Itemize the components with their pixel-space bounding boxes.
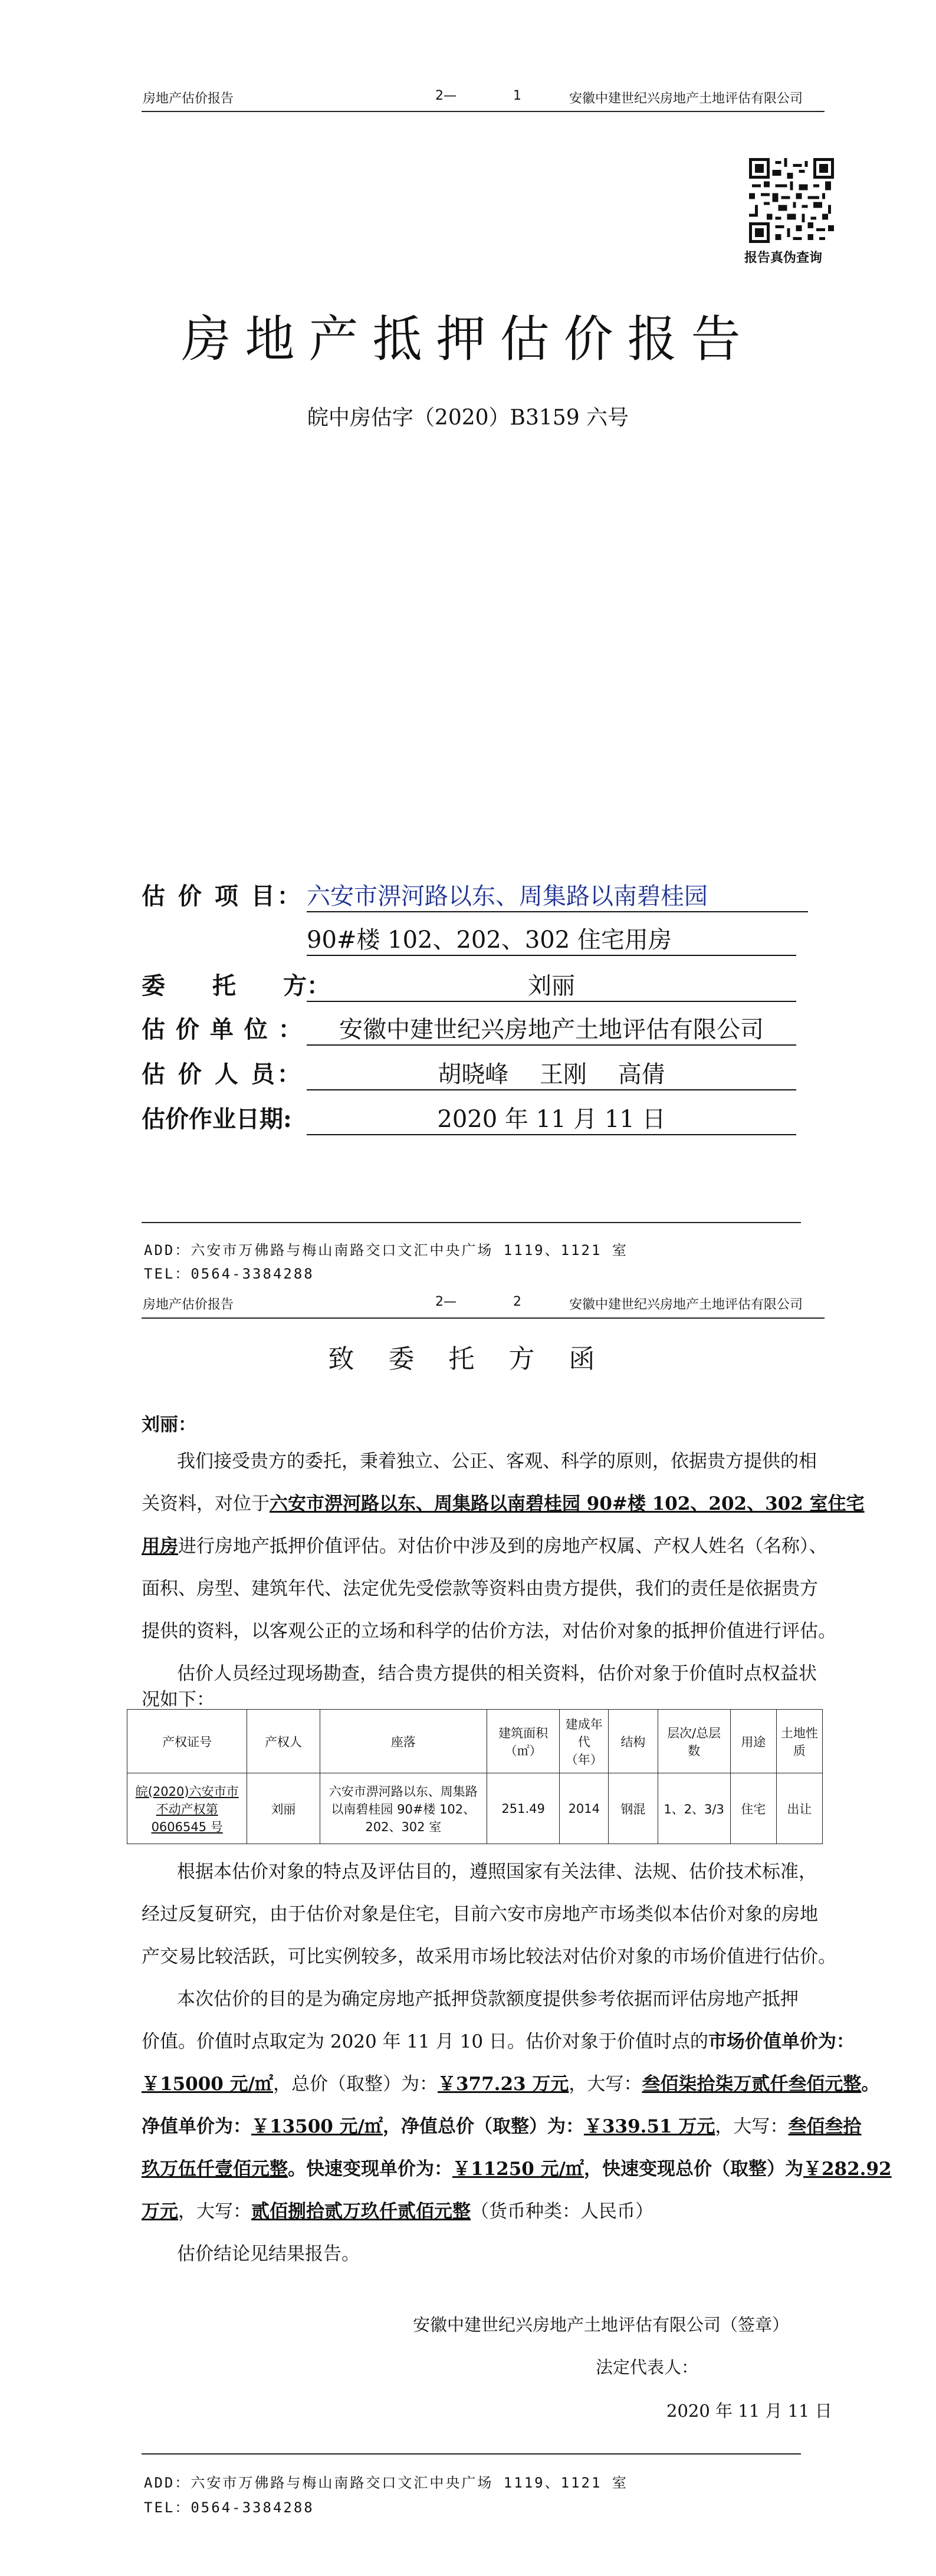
paragraph-1-line-2 (142, 1483, 865, 1525)
header-rule (142, 111, 825, 112)
table-header: 座落 (320, 1710, 487, 1773)
project-value-line2: 90#楼 102、202、302 住宅用房 (307, 921, 796, 956)
paragraph-2-line-1: 估价人员经过现场勘查，结合贵方提供的相关资料，估价对象于价值时点权益状 (177, 1663, 817, 1684)
paragraph-1-line-3 (142, 1525, 827, 1568)
table-header-row (127, 1710, 823, 1773)
quick-unit-label: 。快速变现单价为： (288, 2158, 452, 2180)
table-cell-use: 住宅 (730, 1773, 776, 1844)
salutation: 刘丽： (142, 1414, 196, 1435)
footer-phone: TEL：0564-3384288 (144, 2499, 314, 2516)
table-cell-structure: 钢混 (609, 1773, 658, 1844)
staff-label: 估 价 人 员： (142, 1060, 303, 1088)
net-unit-label: 净值单价为： (142, 2116, 251, 2137)
text-span: 进行房地产抵押价值评估。对估价中涉及到的房地产权属、产权人姓名（名称）、 (178, 1536, 827, 1557)
quick-unit-price: ￥11250 元/㎡ (452, 2158, 584, 2180)
text-span: 关资料，对位于 (142, 1493, 270, 1514)
quick-total-words: 贰佰捌拾贰万玖仟贰佰元整 (251, 2201, 471, 2222)
header-page-prefix: 2— (435, 88, 456, 103)
table-header: 土地性质 (776, 1710, 822, 1773)
table-header: 建成年代（年） (560, 1710, 609, 1773)
paragraph-1-line-4: 面积、房型、建筑年代、法定优先受偿款等资料由贵方提供，我们的责任是依据贵方 (142, 1578, 818, 1599)
paragraph-4-line-5 (142, 2148, 892, 2190)
table-cell-year: 2014 (560, 1773, 609, 1844)
table-cell-floors: 1、2、3/3 (658, 1773, 730, 1844)
report-title: 房地产抵押估价报告 (181, 310, 755, 368)
net-total-words-part2: 玖万伍仟壹佰元整 (142, 2158, 288, 2180)
client-value: 刘丽 (307, 967, 796, 1002)
header-rule (142, 1317, 825, 1319)
table-cell-area: 251.49 (487, 1773, 560, 1844)
property-use: 用房 (142, 1536, 178, 1557)
table-header: 产权证号 (127, 1710, 247, 1773)
market-unit-price: ￥15000 元/㎡ (142, 2074, 273, 2095)
net-total-price: ￥339.51 万元 (583, 2116, 715, 2137)
table-cell-location: 六安市淠河路以东、周集路以南碧桂园 90#楼 102、202、302 室 (320, 1773, 487, 1844)
text-span: ，大写： (178, 2201, 251, 2222)
paragraph-1-line-5: 提供的资料，以客观公正的立场和科学的估价方法，对估价对象的抵押价值进行评估。 (142, 1621, 836, 1642)
date-label: 估价作业日期: (142, 1105, 292, 1133)
date-value: 2020 年 11 月 11 日 (307, 1100, 796, 1135)
market-unit-label: 市场价值单价为： (708, 2031, 855, 2052)
unit-value: 安徽中建世纪兴房地产土地评估有限公司 (307, 1011, 796, 1046)
quick-total-price: ￥282.92 (803, 2158, 892, 2180)
header-left: 房地产估价报告 (143, 1297, 234, 1312)
table-header: 用途 (730, 1710, 776, 1773)
unit-label: 估 价 单 位 ： (142, 1016, 303, 1043)
property-address: 六安市淠河路以东、周集路以南碧桂园 90#楼 102、202、302 室住宅 (270, 1493, 865, 1514)
net-unit-price: ￥13500 元/㎡ (251, 2116, 383, 2137)
paragraph-3-line-2: 经过反复研究，由于估价对象是住宅，目前六安市房地产市场类似本估价对象的房地 (142, 1904, 818, 1925)
market-total-words: 叁佰柒拾柒万贰仟叁佰元整 (642, 2074, 862, 2095)
paragraph-4-line-3 (142, 2063, 879, 2105)
project-label: 估 价 项 目： (142, 882, 303, 910)
header-page-number: 2 (513, 1294, 521, 1309)
text-span: 。 (861, 2074, 880, 2095)
table-header: 层次/总层数 (658, 1710, 730, 1773)
project-value-line1: 六安市淠河路以东、周集路以南碧桂园 (307, 878, 808, 912)
paragraph-4-line-1: 本次估价的目的是为确定房地产抵押贷款额度提供参考依据而评估房地产抵押 (177, 1989, 799, 2010)
text-span: 价值。价值时点取定为 2020 年 11 月 10 日。估价对象于价值时点的 (142, 2031, 708, 2052)
net-total-words-part1: 叁佰叁拾 (788, 2116, 862, 2137)
header-page-prefix: 2— (435, 1294, 456, 1309)
paragraph-2-line-2: 况如下： (142, 1689, 215, 1710)
staff-value: 胡晓峰 王刚 高倩 (307, 1056, 796, 1090)
footer-rule (142, 1222, 801, 1223)
table-cell-land-nature: 出让 (776, 1773, 822, 1844)
qr-caption: 报告真伪查询 (744, 251, 823, 265)
paragraph-5: 估价结论见结果报告。 (177, 2243, 360, 2265)
table-cell-owner: 刘丽 (247, 1773, 320, 1844)
paragraph-4-line-6 (142, 2190, 653, 2233)
table-row (127, 1773, 823, 1844)
legal-representative: 法定代表人： (596, 2357, 699, 2377)
header-right: 安徽中建世纪兴房地产土地评估有限公司 (569, 1297, 803, 1312)
currency-note: （货币种类：人民币） (471, 2201, 653, 2222)
qr-code-icon[interactable] (749, 158, 834, 243)
text-span: ，大写： (569, 2074, 642, 2095)
quick-total-unit: 万元 (142, 2201, 178, 2222)
net-total-label: ，净值总价（取整）为： (382, 2116, 584, 2137)
footer-address: ADD：六安市万佛路与梅山南路交口文汇中央广场 1119、1121 室 (144, 2475, 628, 2491)
paragraph-4-line-4 (142, 2105, 861, 2148)
market-total-price: ￥377.23 万元 (437, 2074, 569, 2095)
text-span: ，大写： (715, 2116, 789, 2137)
footer-phone: TEL：0564-3384288 (144, 1266, 314, 1282)
footer-rule (142, 2453, 801, 2455)
paragraph-3-line-3: 产交易比较活跃，可比实例较多，故采用市场比较法对估价对象的市场价值进行估价。 (142, 1946, 836, 1967)
sign-date: 2020 年 11 月 11 日 (666, 2401, 832, 2421)
letter-title: 致 委 托 方 函 (328, 1344, 608, 1374)
signer: 安徽中建世纪兴房地产土地评估有限公司（签章） (413, 2315, 790, 2335)
footer-address: ADD：六安市万佛路与梅山南路交口文汇中央广场 1119、1121 室 (144, 1242, 628, 1259)
text-span: ，总价（取整）为： (272, 2074, 438, 2095)
paragraph-4-line-2 (142, 2020, 855, 2063)
table-header: 结构 (609, 1710, 658, 1773)
table-header: 建筑面积（㎡） (487, 1710, 560, 1773)
paragraph-1-line-1: 我们接受贵方的委托，秉着独立、公正、客观、科学的原则，依据贵方提供的相 (177, 1451, 817, 1472)
header-right: 安徽中建世纪兴房地产土地评估有限公司 (569, 91, 803, 106)
header-page-number: 1 (513, 88, 521, 103)
client-label: 委 托 方： (142, 972, 330, 1000)
table-cell-cert-no: 皖(2020)六安市市不动产权第 0606545 号 (127, 1773, 247, 1844)
quick-total-label: ，快速变现总价（取整）为 (583, 2158, 803, 2180)
header-left: 房地产估价报告 (143, 91, 234, 106)
paragraph-3-line-1: 根据本估价对象的特点及评估目的，遵照国家有关法律、法规、估价技术标准， (177, 1861, 817, 1882)
report-number: 皖中房估字（2020）B3159 六号 (307, 406, 629, 430)
table-header: 产权人 (247, 1710, 320, 1773)
property-table (127, 1709, 823, 1844)
